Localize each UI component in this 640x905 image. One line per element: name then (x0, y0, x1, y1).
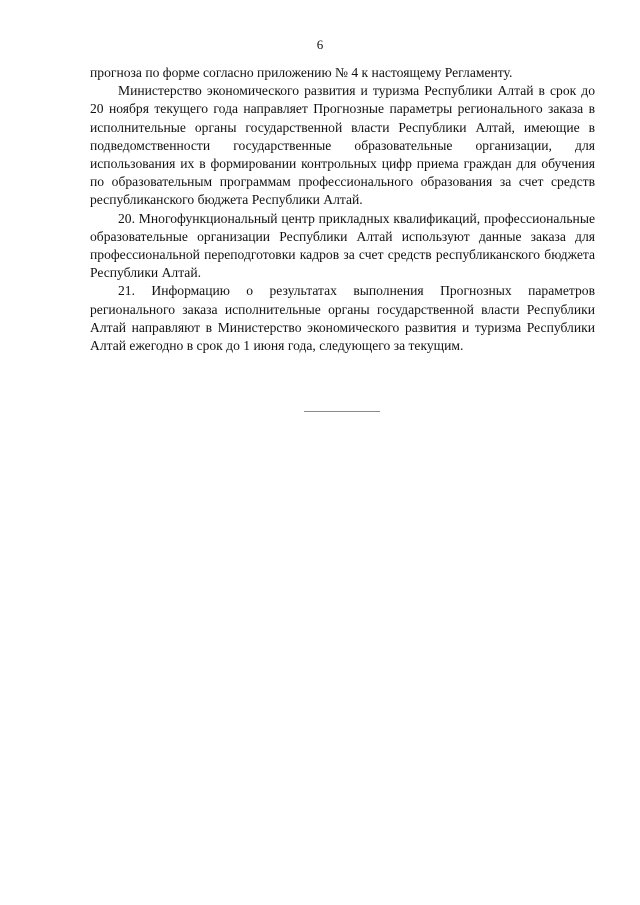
paragraph-item-21: 21. Информацию о результатах выполнения Прогнозных параметров регионального заказа исполнительные органы государственной власти Республики Алтай направляют в Министерство экономического развития и туризма Республики Алтай ежегодно в срок до 1 июня года, следующего за текущим. (90, 283, 595, 354)
paragraph-ministry-deadline: Министерство экономического развития и туризма Республики Алтай в срок до 20 ноября текущего года направляет Прогнозные параметры регионального заказа в исполнительные органы государственной власти Республики Алтай, имеющие в подведомственности государственные образовательные организации, для использования их в формировании контрольных цифр приема граждан для обучения по образовательным программам профессионального образования за счет средств республиканского бюджета Республики Алтай. (90, 83, 595, 208)
paragraph-continuation: прогноза по форме согласно приложению № 4 к настоящему Регламенту. (90, 65, 513, 80)
document-body (90, 64, 595, 355)
paragraph-item-20: 20. Многофункциональный центр прикладных квалификаций, профессиональные образовательные организации Республики Алтай используют данные заказа для профессиональной переподготовки кадров за счет средств республиканского бюджета Республики Алтай. (90, 210, 595, 281)
page-number: 6 (316, 37, 324, 52)
end-separator-line (304, 411, 380, 412)
